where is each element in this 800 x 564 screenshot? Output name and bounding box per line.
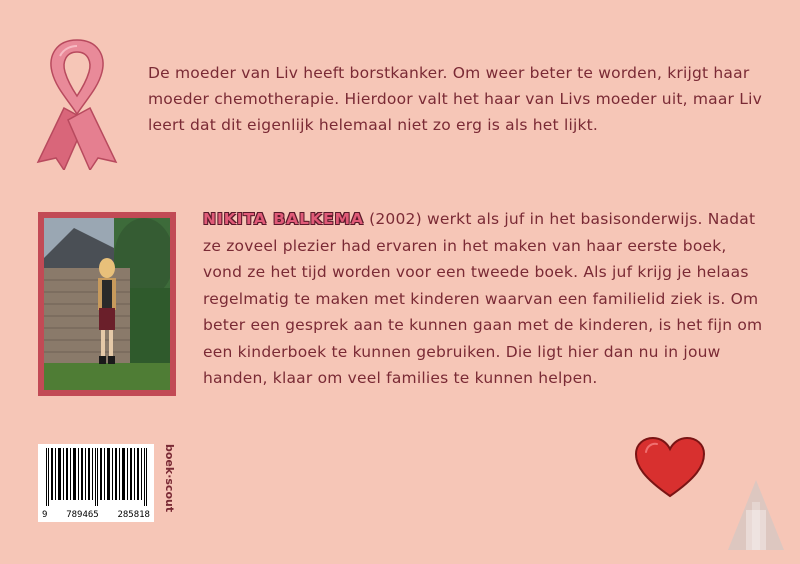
intro-text: De moeder van Liv heeft borstkanker. Om weer beter te worden, krijgt haar moeder chemotherapie. Hierdoor valt het haar van Livs moeder uit, maar Liv leert dat dit eigenlijk helemaal niet zo erg is als het lijkt. — [148, 64, 762, 134]
pink-ribbon-icon — [34, 36, 120, 170]
author-bio-text: (2002) werkt als juf in het basisonderwijs. Nadat ze zoveel plezier had ervaren in het maken van haar eerste boek, vond ze het tijd worden voor een tweede boek. Als juf krijg je helaas regelmatig te maken met kinderen waarvan een familielid ziek is. Om beter een gesprek aan te kunnen gaan met de kinderen, is het fijn om een kinderboek te kunnen gebruiken. Die ligt hier dan nu in jouw handen, klaar om veel families te kunnen helpen. — [203, 210, 763, 387]
heart-icon — [634, 436, 706, 500]
barcode-bars — [44, 448, 148, 506]
author-bio — [203, 206, 769, 392]
publisher-logo-icon — [728, 480, 784, 550]
publisher-name — [162, 444, 178, 524]
publisher-label: boek·scout — [163, 444, 176, 513]
author-photo — [44, 218, 170, 390]
isbn-group-one: 789465 — [66, 510, 99, 520]
isbn-group-two: 285818 — [117, 510, 150, 520]
author-name: NIKITA BALKEMA — [203, 210, 364, 228]
isbn-number — [38, 510, 154, 520]
isbn-digit-first: 9 — [42, 510, 48, 520]
isbn-barcode — [38, 444, 154, 522]
